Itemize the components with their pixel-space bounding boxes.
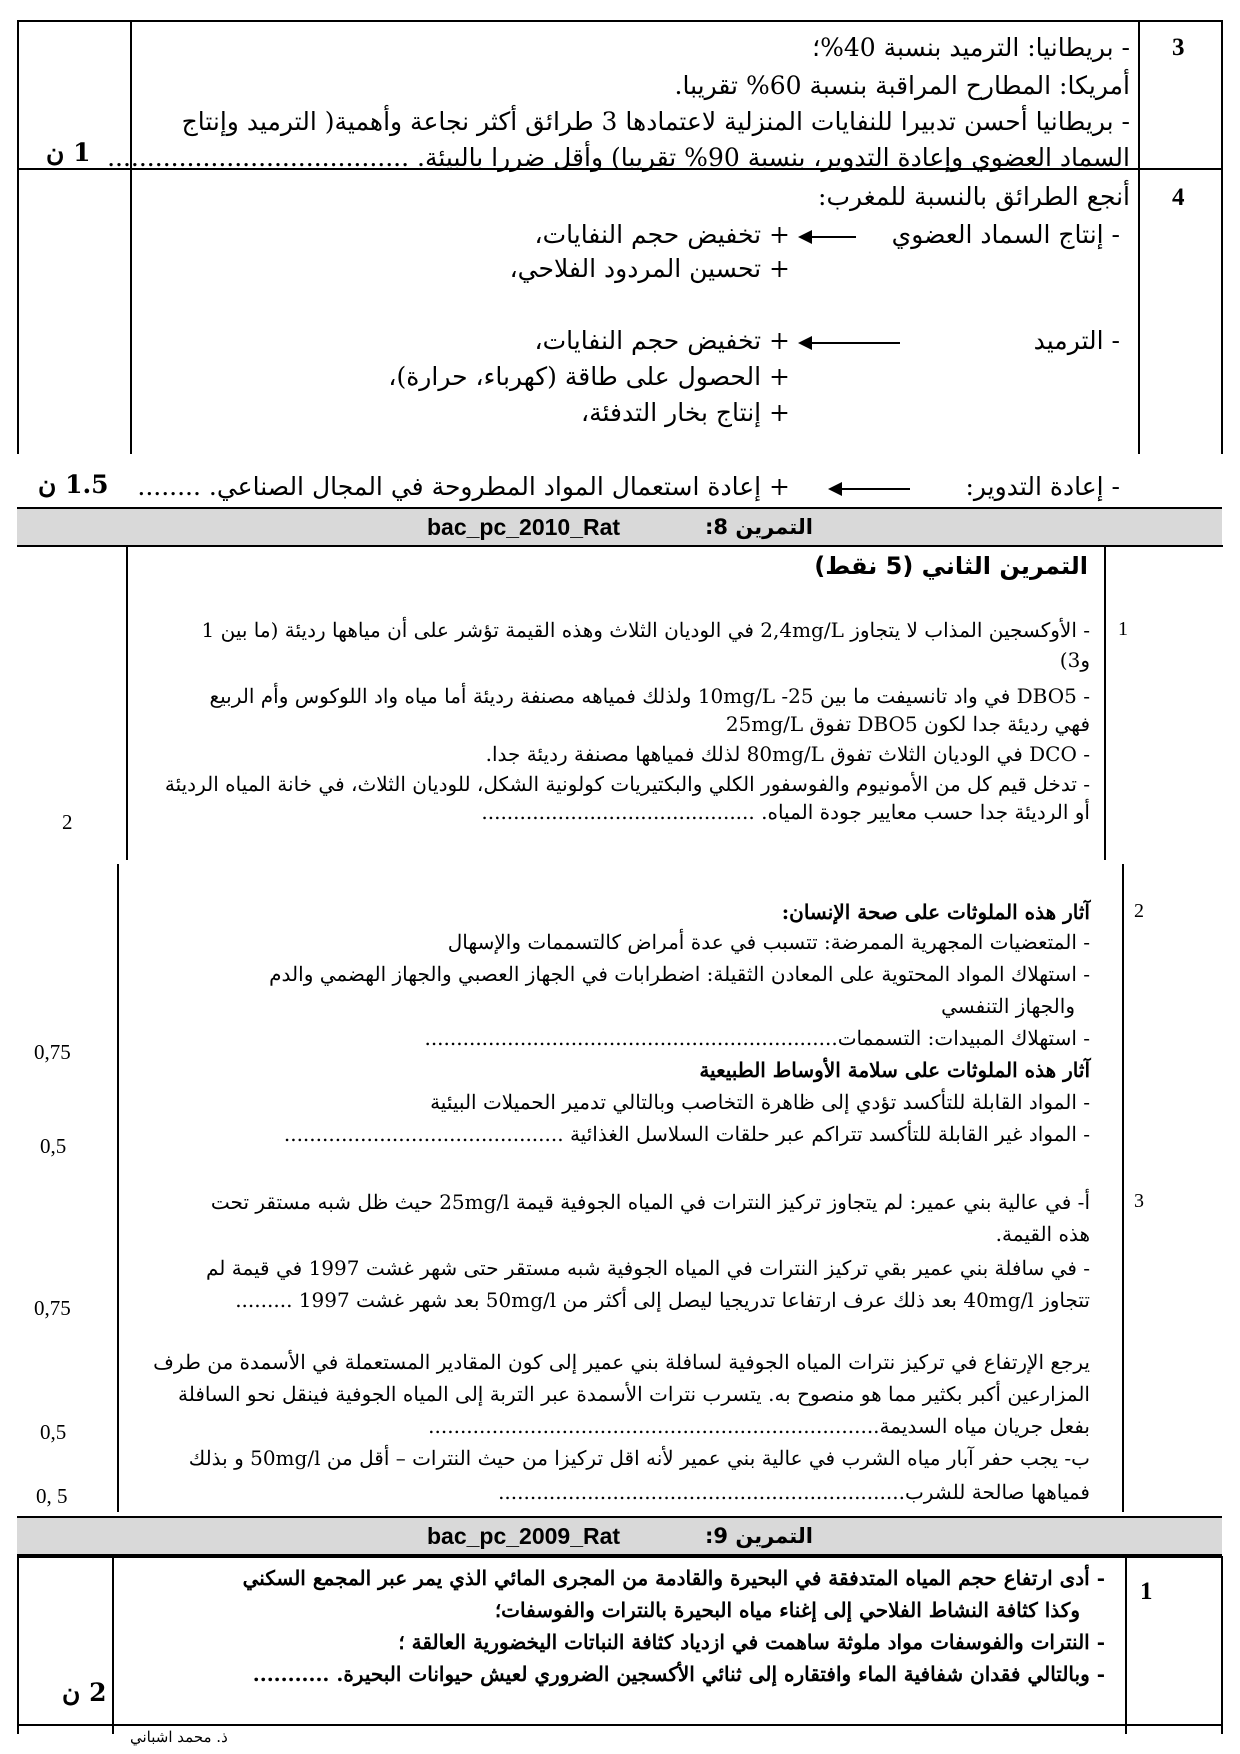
exercise-label: التمرين 9: (705, 1524, 813, 1548)
row-score: 1.5 ن (38, 470, 109, 499)
row-score: 1 ن (46, 138, 91, 167)
answer-line: السماد العضوي وإعادة التدوير، بنسبة 90% تقريبا) وأقل ضررا بالبيئة. ...................................... (107, 143, 1130, 172)
row-number: 3 (1172, 34, 1185, 61)
column-divider (112, 1556, 114, 1734)
answer-line: - DBO5 في واد تانسيفت ما بين 10mg/L -25 ولذلك فمياهه مصنفة رديئة أما مياه واد اللوكوس وأم الربيع (209, 684, 1090, 708)
column-divider (1138, 20, 1140, 454)
answer-line: - DCO في الوديان الثلاث تفوق 80mg/L لذلك فمياهها مصنفة رديئة جدا. (485, 742, 1090, 766)
table-border (17, 545, 1223, 547)
row-number: 4 (1172, 184, 1185, 211)
answer-line: - استهلاك المواد المحتوية على المعادن الثقيلة: اضطرابات في الجهاز العصبي والجهاز الهضمي والدم (269, 962, 1090, 986)
method-label: - إعادة التدوير: (965, 472, 1120, 501)
exercise-title: التمرين الثاني (5 نقط) (814, 552, 1088, 580)
author-signature: ذ. محمد اشباني (130, 1728, 228, 1746)
question-score: 0,5 (40, 1134, 67, 1158)
question-score: 0, 5 (36, 1484, 68, 1508)
answer-line: وكذا كثافة النشاط الفلاحي إلى إغناء مياه البحيرة بالنترات والفوسفات؛ (494, 1598, 1080, 1622)
table-border (1221, 1556, 1223, 1734)
answer-line: تتجاوز 40mg/l بعد ذلك عرف ارتفاعا تدريجيا ليصل إلى أكثر من 50mg/l بعد شهر غشت 1997 ......... (235, 1288, 1090, 1312)
answer-line: أو الرديئة جدا حسب معايير جودة المياه. ........................................... (481, 800, 1090, 824)
answer-line: أمريكا: المطارح المراقبة بنسبة 60% تقريبا. (674, 71, 1130, 100)
answer-intro: أنجع الطرائق بالنسبة للمغرب: (818, 182, 1130, 211)
answer-line: هذه القيمة. (995, 1222, 1090, 1246)
question-score: 0,5 (40, 1420, 67, 1444)
benefit: + تخفيض حجم النفايات، (534, 326, 790, 355)
exam-code: bac_pc_2009_Rat (427, 1523, 621, 1549)
arrow-icon (800, 342, 900, 344)
exercise-band (17, 1516, 1222, 1556)
benefit: + الحصول على طاقة (كهرباء، حرارة)، (388, 362, 790, 391)
answer-line: - أدى ارتفاع حجم المياه المتدفقة في البحيرة والقادمة من المجرى المائي الذي يمر عبر المجمع السكني (242, 1566, 1105, 1590)
table-border (17, 1556, 19, 1734)
answer-line: فمياهها صالحة للشرب................................................................ (498, 1480, 1090, 1504)
answer-line: والجهاز التنفسي (941, 994, 1075, 1018)
question-score: 2 (62, 810, 73, 834)
benefit: + إنتاج بخار التدفئة، (581, 398, 790, 427)
exercise-band (17, 507, 1222, 547)
answer-line: - استهلاك المبيدات: التسممات................................................................. (424, 1026, 1090, 1050)
question-number: 2 (1134, 900, 1144, 922)
answer-line: - في سافلة بني عمير بقي تركيز النترات في المياه الجوفية شبه مستقر حتى شهر غشت 1997 في قيمة لم (205, 1256, 1090, 1280)
answer-line: أ- في عالية بني عمير: لم يتجاوز تركيز النترات في المياه الجوفية قيمة 25mg/l حيث ظل شبه مستقر تحت (210, 1190, 1090, 1214)
benefit: + تحسين المردود الفلاحي، (509, 254, 790, 283)
column-divider (1104, 547, 1106, 860)
arrow-icon (800, 236, 856, 238)
table-border (17, 20, 1223, 22)
column-divider (130, 20, 132, 454)
exam-code: bac_pc_2010_Rat (427, 514, 621, 540)
answer-line: - تدخل قيم كل من الأمونيوم والفوسفور الكلي والبكتيريات كولونية الشكل، للوديان الثلاث، في خانة المياه الرديئة (164, 772, 1090, 796)
table-border (17, 1556, 1223, 1558)
answer-line: يرجع الإرتفاع في تركيز نترات المياه الجوفية لسافلة بني عمير إلى كون المقادير المستعملة في الأسمدة من طرف (153, 1350, 1090, 1374)
answer-line: - المواد القابلة للتأكسد تؤدي إلى ظاهرة التخاصب وبالتالي تدمير الحميلات البيئية (430, 1090, 1090, 1114)
arrow-icon (830, 488, 910, 490)
table-border (1221, 20, 1223, 454)
question-number: 3 (1134, 1190, 1144, 1212)
exercise-label: التمرين 8: (705, 515, 813, 539)
question-score: 0,75 (34, 1040, 71, 1064)
question-score: 0,75 (34, 1296, 71, 1320)
answer-line: ب- يجب حفر آبار مياه الشرب في عالية بني عمير لأنه اقل تركيزا من حيث النترات – أقل من 50mg/l و بذلك (188, 1446, 1090, 1470)
question-number: 1 (1118, 618, 1128, 640)
benefit: + إعادة استعمال المواد المطروحة في المجال الصناعي. ........ (137, 472, 790, 501)
answer-line: و3) (1059, 648, 1090, 672)
column-divider (126, 547, 128, 860)
answer-line: - النترات والفوسفات مواد ملوثة ساهمت في ازدياد كثافة النباتات اليخضورية العالقة ؛ (398, 1630, 1105, 1654)
method-label: - إنتاج السماد العضوي (891, 220, 1120, 249)
answer-line: - الأوكسجين المذاب لا يتجاوز 2,4mg/L في الوديان الثلاث وهذه القيمة تؤشر على أن مياهها رديئة (ما بين 1 (201, 618, 1090, 642)
answer-line: - بريطانيا: الترميد بنسبة 40%؛ (812, 33, 1130, 62)
section-heading: آثار هذه الملوثات على سلامة الأوساط الطبيعية (699, 1058, 1090, 1082)
answer-line: فهي رديئة جدا لكون DBO5 تفوق 25mg/L (725, 712, 1090, 736)
answer-line: - بريطانيا أحسن تدبيرا للنفايات المنزلية لاعتمادها 3 طرائق أكثر نجاعة وأهمية( الترميد وإنتاج (181, 107, 1130, 136)
table-border (17, 1724, 1223, 1726)
section-heading: آثار هذه الملوثات على صحة الإنسان: (781, 900, 1090, 924)
answer-line: - المتعضيات المجهرية الممرضة: تتسبب في عدة أمراض كالتسممات والإسهال (447, 930, 1090, 954)
column-divider (1125, 1556, 1127, 1734)
answer-line: بفعل جريان مياه السديمة....................................................................... (428, 1414, 1090, 1438)
column-divider (117, 864, 119, 1512)
answer-line: المزارعين أكبر بكثير مما هو منصوح به. يتسرب نترات الأسمدة عبر التربة إلى المياه الجوفية فينقل نحو السافلة (178, 1382, 1090, 1406)
benefit: + تخفيض حجم النفايات، (534, 220, 790, 249)
column-divider (1122, 864, 1124, 1512)
answer-line: - المواد غير القابلة للتأكسد تتراكم عبر حلقات السلاسل الغذائية ............................................ (283, 1122, 1090, 1146)
row-score: 2 ن (62, 1678, 107, 1707)
row-number: 1 (1140, 1578, 1153, 1605)
method-label: - الترميد (1033, 326, 1120, 355)
table-border (17, 20, 19, 454)
answer-line: - وبالتالي فقدان شفافية الماء وافتقاره إلى ثنائي الأكسجين الضروري لعيش حيوانات البحيرة. ........... (252, 1662, 1105, 1686)
